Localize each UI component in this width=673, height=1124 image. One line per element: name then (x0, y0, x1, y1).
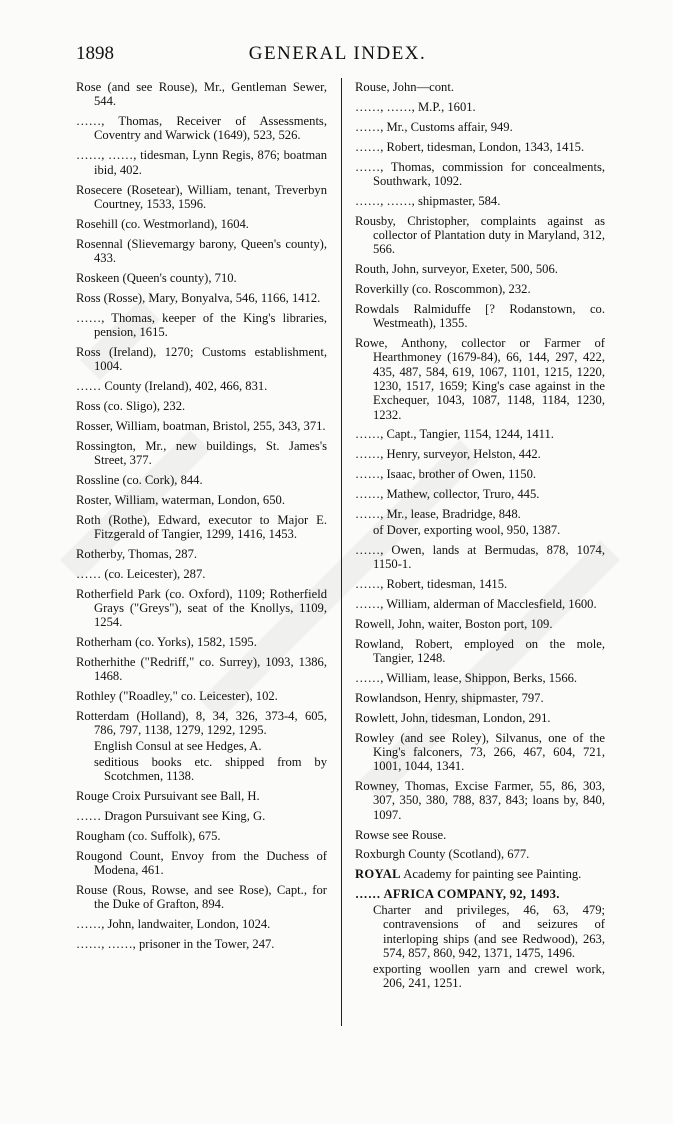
index-entry: Rougond Count, Envoy from the Duchess of Modena, 461. (76, 848, 327, 878)
index-entry: Roverkilly (co. Roscommon), 232. (355, 282, 531, 297)
index-entry: Rowdals Ralmiduffe [? Rodanstown, co. Westmeath), 1355. (355, 301, 605, 331)
index-entry: ……, Owen, lands at Bermudas, 878, 1074, 1150-1. (355, 542, 605, 572)
index-entry: Roxburgh County (Scotland), 677. (355, 847, 530, 862)
index-entry: ……, Mathew, collector, Truro, 445. (355, 487, 540, 502)
index-entry: Rosehill (co. Westmorland), 1604. (76, 216, 249, 231)
royal-heading: ROYAL (355, 867, 401, 882)
index-entry: Rowlandson, Henry, shipmaster, 797. (355, 690, 544, 705)
index-entry: ……, ……, shipmaster, 584. (355, 193, 501, 208)
index-entry: Rowland, Robert, employed on the mole, Tangier, 1248. (355, 636, 605, 665)
index-entry: ……, John, landwaiter, London, 1024. (76, 917, 271, 932)
index-entry-royal (355, 867, 605, 881)
index-entry: ……, Thomas, Receiver of Assessments, Coventry and Warwick (1649), 523, 526. (76, 114, 327, 143)
index-entry: Rotherby, Thomas, 287. (76, 546, 198, 561)
index-entry: Rotherhithe ("Redriff," co. Surrey), 1093, 1386, 1468. (76, 654, 327, 684)
index-entry: ……, Henry, surveyor, Helston, 442. (355, 447, 541, 462)
index-entry: Ross (Ireland), 1270; Customs establishment, 1004. (76, 344, 327, 374)
index-entry: Ross (co. Sligo), 232. (76, 398, 186, 413)
index-entry: ……, William, lease, Shippon, Berks, 1566. (355, 670, 578, 685)
index-entry: Rowse see Rouse. (355, 827, 447, 842)
index-entry: Rotterdam (Holland), 8, 34, 326, 373-4, 605, 786, 797, 1138, 1279, 1292, 1295. (76, 709, 327, 738)
index-subentry: exporting woollen yarn and crewel work, 206, 241, 1251. (373, 961, 605, 991)
index-entry: ……, Robert, tidesman, London, 1343, 1415. (355, 139, 585, 154)
index-subentry: seditious books etc. shipped from by Scotchmen, 1138. (94, 755, 327, 784)
index-entry: Rosennal (Slievemargy barony, Queen's county), 433. (76, 236, 327, 265)
index-entry: Rousby, Christopher, complaints against as collector of Plantation duty in Maryland, 312, 566. (355, 213, 605, 257)
index-entry: Roster, William, waterman, London, 650. (76, 492, 285, 507)
index-entry: ……, Robert, tidesman, 1415. (355, 577, 508, 591)
index-subentry: English Consul at see Hedges, A. (94, 739, 262, 754)
index-entry: Rowley (and see Roley), Silvanus, one of the King's falconers, 73, 266, 467, 604, 721, 1001, 1044, 1341. (355, 730, 605, 774)
index-entry: ……, Mr., lease, Bradridge, 848. (355, 507, 521, 522)
index-entry: Rothley ("Roadley," co. Leicester), 102. (76, 689, 278, 704)
index-entry: Rowe, Anthony, collector or Farmer of Hearthmoney (1679-84), 66, 144, 297, 422, 435, 487, 584, 619, 1067, 1101, 1215, 1220, 1230, 1517, 1659; King's case against in the Exchequer, 1043, 1087, 1148, 1184, 1230, 1232. (355, 336, 605, 422)
index-entry: ……, Mr., Customs affair, 949. (355, 119, 513, 134)
index-entry: Rouse, John—cont. (355, 80, 454, 94)
index-entry: Rose (and see Rouse), Mr., Gentleman Sewer, 544. (76, 80, 327, 109)
page-title: GENERAL INDEX. (248, 43, 427, 64)
index-entry: ……, Thomas, commission for concealments, Southwark, 1092. (355, 159, 605, 188)
index-entry: Rowell, John, waiter, Boston port, 109. (355, 616, 553, 631)
index-column-right (355, 80, 605, 996)
index-entry: Routh, John, surveyor, Exeter, 500, 506. (355, 262, 558, 277)
index-entry: Ross (Rosse), Mary, Bonyalva, 546, 1166, 1412. (76, 290, 321, 305)
page-number: 1898 (76, 43, 114, 64)
index-entry: ……, Thomas, keeper of the King's libraries, pension, 1615. (76, 310, 327, 339)
index-entry: Rowney, Thomas, Excise Farmer, 55, 86, 303, 307, 350, 380, 788, 837, 843; loans by, 840, 1097. (355, 779, 605, 822)
royal-heading-rest: Academy for painting see Painting. (403, 867, 582, 882)
index-entry: Rouge Croix Pursuivant see Ball, H. (76, 789, 260, 804)
index-entry: …… (co. Leicester), 287. (76, 566, 206, 581)
index-subentry: Charter and privileges, 46, 63, 479; contravensions of and seizures of interloping ships (and see Redwood), 263, 574, 857, 860, 942, 1371, 1475, 1496. (373, 903, 605, 960)
index-entry: ……, Capt., Tangier, 1154, 1244, 1411. (355, 427, 554, 442)
royal-africa-heading: …… AFRICA COMPANY, 92, 1493. (355, 887, 560, 902)
index-entry: Rouse (Rous, Rowse, and see Rose), Capt., for the Duke of Grafton, 894. (76, 883, 327, 912)
column-divider (341, 78, 342, 1026)
index-entry: ……, Isaac, brother of Owen, 1150. (355, 467, 537, 482)
index-entry: ……, ……, M.P., 1601. (355, 99, 476, 114)
index-entry: ……, ……, tidesman, Lynn Regis, 876; boatman ibid, 402. (76, 148, 327, 177)
index-entry: Roth (Rothe), Edward, executor to Major E. Fitzgerald of Tangier, 1299, 1416, 1453. (76, 512, 327, 541)
index-entry-royal-africa (355, 887, 605, 901)
index-entry: Rosser, William, boatman, Bristol, 255, 343, 371. (76, 418, 326, 433)
index-entry: …… County (Ireland), 402, 466, 831. (76, 378, 268, 393)
index-entry: ……, William, alderman of Macclesfield, 1600. (355, 596, 597, 611)
page-header (76, 43, 599, 69)
index-subentry: of Dover, exporting wool, 950, 1387. (373, 522, 561, 537)
index-entry: Rossline (co. Cork), 844. (76, 472, 203, 487)
index-entry: Rotherfield Park (co. Oxford), 1109; Rotherfield Grays ("Greys"), seat of the Knollys, 1109, 1254. (76, 586, 327, 630)
index-entry: ……, ……, prisoner in the Tower, 247. (76, 937, 275, 952)
index-entry: Rougham (co. Suffolk), 675. (76, 829, 221, 844)
index-column-left (76, 80, 327, 957)
index-entry: Rosecere (Rosetear), William, tenant, Treverbyn Courtney, 1533, 1596. (76, 182, 327, 211)
index-entry: Rossington, Mr., new buildings, St. James's Street, 377. (76, 438, 327, 467)
index-entry: …… Dragon Pursuivant see King, G. (76, 809, 266, 824)
index-entry: Roskeen (Queen's county), 710. (76, 270, 237, 285)
index-entry: Rotherham (co. Yorks), 1582, 1595. (76, 635, 257, 650)
index-entry: Rowlett, John, tidesman, London, 291. (355, 710, 551, 725)
